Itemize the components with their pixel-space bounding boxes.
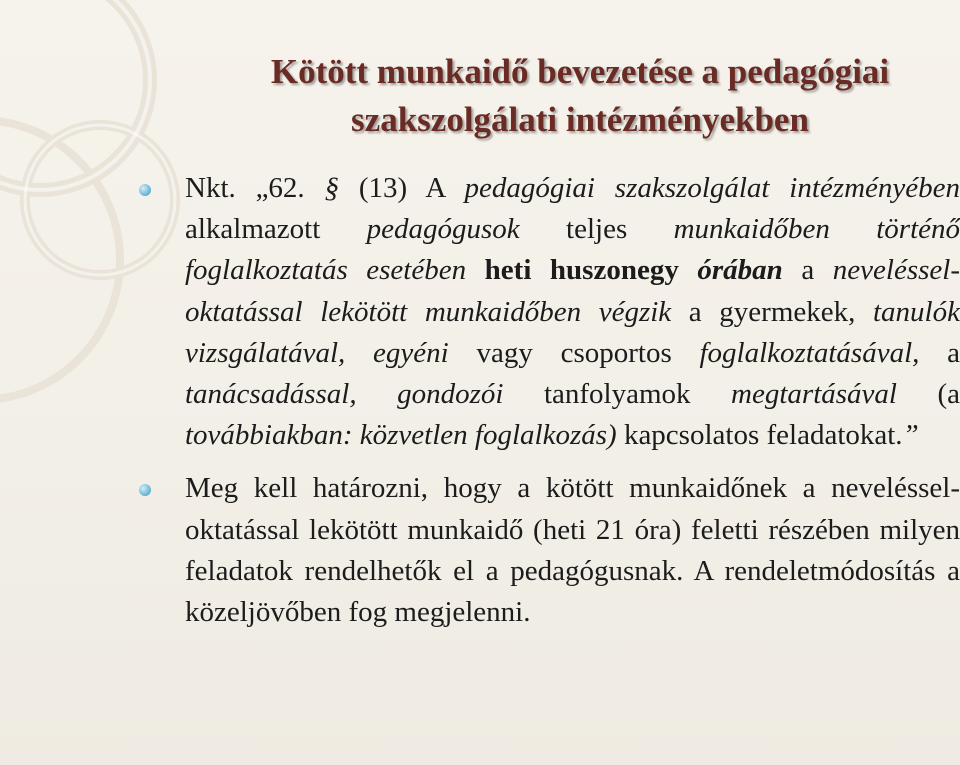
title-line-1: Kötött munkaidő bevezetése a pedagógiai bbox=[270, 52, 890, 91]
closing-quote: ” bbox=[902, 419, 919, 452]
bullet-item-law-quote bbox=[135, 168, 960, 456]
quote-text-17: a bbox=[919, 336, 960, 369]
quote-text-6: pedagógusok bbox=[366, 213, 520, 246]
quote-text-8: munkaidőben történő foglalkoztatás esetében bbox=[185, 213, 960, 287]
quote-text-19: tanfolyamok bbox=[503, 378, 732, 411]
slide-title bbox=[225, 48, 935, 144]
quote-text-16: foglalkoztatásával, bbox=[699, 336, 920, 369]
quote-text-10: órában bbox=[678, 254, 783, 287]
quote-text-14: tanulók vizsgálatával, egyéni bbox=[185, 295, 960, 369]
quote-text-7: teljes bbox=[519, 213, 674, 246]
bullet-item-task bbox=[135, 468, 960, 633]
quote-text-20: megtartásával bbox=[731, 378, 897, 411]
quote-text-3: (13) A bbox=[339, 172, 465, 204]
quote-text-4: pedagógiai szakszolgálat intézményében bbox=[464, 172, 960, 204]
quote-text-22: továbbiakban: közvetlen foglalkozás) bbox=[185, 419, 617, 452]
section-sign: § bbox=[324, 172, 339, 204]
quote-text-1: Nkt. „62. bbox=[185, 172, 325, 204]
quote-text-15: vagy csoportos bbox=[448, 336, 700, 369]
title-line-2: szakszolgálati intézményekben bbox=[351, 100, 809, 139]
quote-text-12: neveléssel-oktatással lekötött munkaidőben végzik bbox=[185, 254, 960, 328]
quote-text-11: a bbox=[782, 254, 833, 287]
slide-content bbox=[135, 168, 960, 633]
quote-text-18: tanácsadással, gondozói bbox=[185, 378, 504, 411]
blue-circle-bullet-icon bbox=[139, 184, 151, 196]
quote-text-23: kapcsolatos feladatokat. bbox=[616, 419, 903, 452]
quote-text-13: a gyermekek, bbox=[671, 295, 873, 328]
task-text: Meg kell határozni, hogy a kötött munkaidőnek a neveléssel-oktatással lekötött munkaidő (heti 21 óra) feletti részében milyen feladatok rendelhetők el a pedagógusnak. A rendeletmódosítás a közeljövőben fog megjelenni. bbox=[185, 472, 960, 629]
quote-text-21: (a bbox=[896, 378, 960, 411]
quote-text-9: heti huszonegy bbox=[466, 254, 679, 287]
quote-text-5: alkalmazott bbox=[185, 213, 367, 246]
blue-circle-bullet-icon bbox=[139, 484, 151, 496]
